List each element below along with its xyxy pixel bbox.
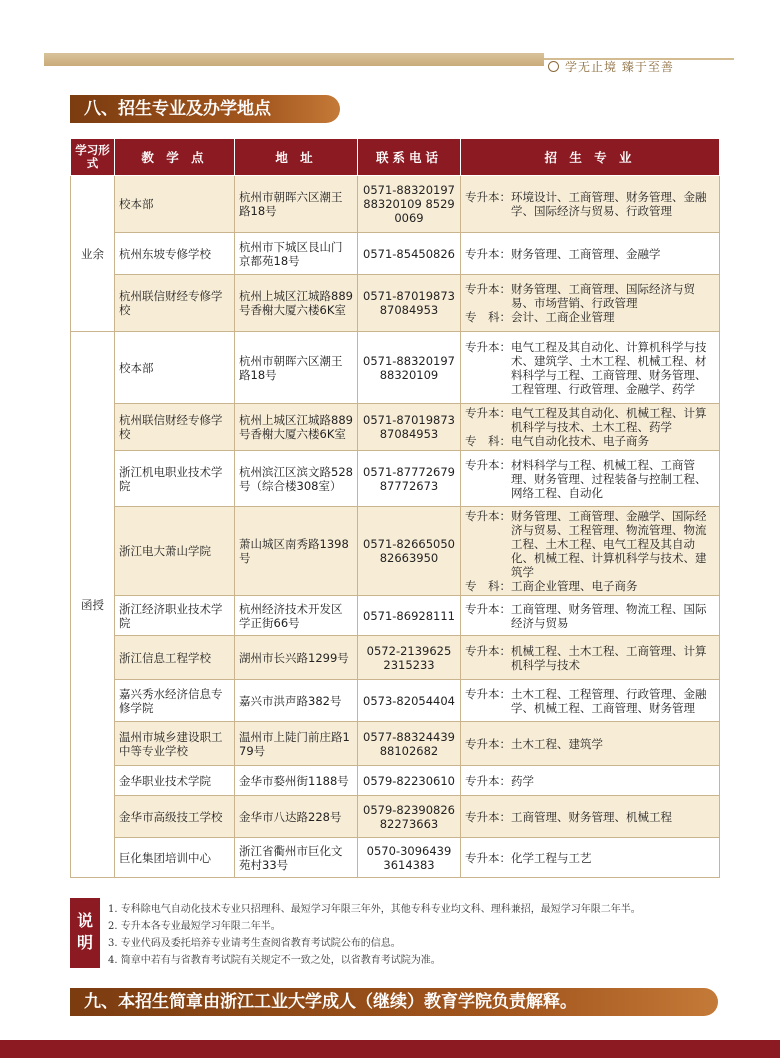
major-level: 专升本： <box>465 809 511 824</box>
address-cell: 金华市八达路228号 <box>235 796 358 838</box>
major-line <box>465 434 715 448</box>
major-list: 土木工程、工程管理、行政管理、金融学、机械工程、工商管理、财务管理 <box>511 686 707 715</box>
phone-cell: 0571-86928111 <box>358 596 461 636</box>
section-8-title: 八、招生专业及办学地点 <box>70 95 340 123</box>
major-level: 专升本： <box>465 457 511 472</box>
site-cell: 巨化集团培训中心 <box>115 838 235 878</box>
major-line <box>465 579 715 593</box>
major-list: 药学 <box>511 773 534 788</box>
major-line <box>465 310 715 324</box>
site-cell: 温州市城乡建设职工中等专业学校 <box>115 722 235 766</box>
site-cell: 金华职业技术学院 <box>115 766 235 796</box>
major-level: 专 科： <box>465 579 511 593</box>
table-row <box>71 838 720 878</box>
major-list: 工商管理、财务管理、机械工程 <box>511 809 672 824</box>
major-level: 专升本： <box>465 246 511 261</box>
site-cell: 杭州联信财经专修学校 <box>115 404 235 451</box>
section-9-title: 九、本招生简章由浙江工业大学成人（继续）教育学院负责解释。 <box>70 988 718 1016</box>
phone-cell: 0573-82054404 <box>358 680 461 722</box>
phone-cell: 0571-82665050 82663950 <box>358 507 461 596</box>
major-list: 财务管理、工商管理、金融学、国际经济与贸易、工程管理、物流管理、物流工程、土木工程、电气工程及其自动化、机械工程、计算机科学与技术、建筑学 <box>511 509 707 579</box>
site-cell: 浙江电大萧山学院 <box>115 507 235 596</box>
site-cell: 校本部 <box>115 176 235 233</box>
major-cell <box>461 404 720 451</box>
major-list: 土木工程、建筑学 <box>511 736 603 751</box>
major-line <box>465 190 715 218</box>
address-cell: 温州市上陡门前庄路179号 <box>235 722 358 766</box>
phone-cell: 0571-88320197 88320109 <box>358 332 461 404</box>
major-level: 专升本： <box>465 339 511 354</box>
major-level: 专升本： <box>465 190 511 204</box>
table-row <box>71 636 720 680</box>
major-level: 专升本： <box>465 406 511 420</box>
address-cell: 萧山城区南秀路1398号 <box>235 507 358 596</box>
major-line <box>465 810 715 824</box>
phone-cell: 0571-85450826 <box>358 233 461 275</box>
header-phone: 联系电话 <box>358 139 461 176</box>
major-cell <box>461 680 720 722</box>
learning-mode-cell: 函授 <box>71 332 115 878</box>
enrollment-table <box>70 138 720 878</box>
header-site: 教 学 点 <box>115 139 235 176</box>
address-cell: 杭州市朝晖六区潮王路18号 <box>235 176 358 233</box>
major-level: 专升本： <box>465 509 511 523</box>
major-list: 化学工程与工艺 <box>511 850 592 865</box>
major-cell <box>461 332 720 404</box>
table-row <box>71 507 720 596</box>
address-cell: 杭州上城区江城路889号香榭大厦六楼6K室 <box>235 404 358 451</box>
major-list: 电气工程及其自动化、计算机科学与技术、建筑学、土木工程、机械工程、材料科学与工程、工商管理、财务管理、工程管理、行政管理、金融学、药学 <box>511 339 707 396</box>
major-level: 专升本： <box>465 850 511 865</box>
major-level: 专升本： <box>465 773 511 788</box>
major-list: 工商管理、财务管理、物流工程、国际经济与贸易 <box>511 601 707 630</box>
address-cell: 杭州滨江区滨文路528号（综合楼308室） <box>235 451 358 507</box>
major-list: 机械工程、土木工程、工商管理、计算机科学与技术 <box>511 643 707 672</box>
table-row <box>71 332 720 404</box>
major-list: 电气自动化技术、电子商务 <box>511 434 649 448</box>
address-cell: 杭州市下城区艮山门京都苑18号 <box>235 233 358 275</box>
major-line <box>465 687 715 715</box>
phone-cell: 0572-2139625 2315233 <box>358 636 461 680</box>
major-cell <box>461 596 720 636</box>
major-cell <box>461 838 720 878</box>
major-line <box>465 247 715 261</box>
phone-cell: 0579-82230610 <box>358 766 461 796</box>
major-list: 财务管理、工商管理、国际经济与贸易、市场营销、行政管理 <box>511 282 695 310</box>
major-cell <box>461 722 720 766</box>
phone-cell: 0579-82390826 82273663 <box>358 796 461 838</box>
site-cell: 嘉兴秀水经济信息专修学院 <box>115 680 235 722</box>
address-cell: 杭州市朝晖六区潮王路18号 <box>235 332 358 404</box>
major-level: 专升本： <box>465 686 511 701</box>
notes-label-text: 说明 <box>77 911 94 952</box>
phone-cell: 0570-3096439 3614383 <box>358 838 461 878</box>
major-line <box>465 851 715 865</box>
footer-bar <box>0 1040 780 1058</box>
major-line <box>465 282 715 310</box>
address-cell: 浙江省衢州市巨化文苑村33号 <box>235 838 358 878</box>
table-row <box>71 404 720 451</box>
table-row <box>71 766 720 796</box>
phone-cell: 0571-88320197 88320109 85290069 <box>358 176 461 233</box>
site-cell: 浙江经济职业技术学院 <box>115 596 235 636</box>
site-cell: 杭州东坡专修学校 <box>115 233 235 275</box>
header-mode: 学习形式 <box>71 139 115 176</box>
phone-cell: 0571-87019873 87084953 <box>358 275 461 332</box>
major-cell <box>461 766 720 796</box>
header-address: 地 址 <box>235 139 358 176</box>
major-line <box>465 340 715 396</box>
major-level: 专升本： <box>465 282 511 296</box>
major-level: 专升本： <box>465 643 511 658</box>
table-row <box>71 176 720 233</box>
table-row <box>71 451 720 507</box>
table-row <box>71 275 720 332</box>
site-cell: 浙江信息工程学校 <box>115 636 235 680</box>
phone-cell: 0571-87772679 87772673 <box>358 451 461 507</box>
major-cell <box>461 275 720 332</box>
major-level: 专升本： <box>465 736 511 751</box>
site-cell: 浙江机电职业技术学院 <box>115 451 235 507</box>
major-line <box>465 458 715 500</box>
site-cell: 校本部 <box>115 332 235 404</box>
note-item: 3. 专业代码及委托培养专业请考生查阅省教育考试院公布的信息。 <box>108 938 401 949</box>
site-cell: 杭州联信财经专修学校 <box>115 275 235 332</box>
table-row <box>71 680 720 722</box>
table-row <box>71 233 720 275</box>
note-item: 2. 专升本各专业最短学习年限二年半。 <box>108 921 281 932</box>
table-body <box>71 176 720 878</box>
major-list: 材料科学与工程、机械工程、工商管理、财务管理、过程装备与控制工程、网络工程、自动化 <box>511 457 707 500</box>
major-cell <box>461 507 720 596</box>
major-list: 环境设计、工商管理、财务管理、金融学、国际经济与贸易、行政管理 <box>511 190 707 218</box>
phone-cell: 0577-88324439 88102682 <box>358 722 461 766</box>
major-line <box>465 406 715 434</box>
notes-list <box>108 901 641 969</box>
site-cell: 金华市高级技工学校 <box>115 796 235 838</box>
major-list: 财务管理、工商管理、金融学 <box>511 246 661 261</box>
major-line <box>465 644 715 672</box>
table-row <box>71 722 720 766</box>
major-level: 专升本： <box>465 601 511 616</box>
motto <box>548 58 674 75</box>
learning-mode-cell: 业余 <box>71 176 115 332</box>
major-cell <box>461 796 720 838</box>
header-decor-bar <box>44 53 544 66</box>
address-cell: 嘉兴市洪声路382号 <box>235 680 358 722</box>
address-cell: 杭州上城区江城路889号香榭大厦六楼6K室 <box>235 275 358 332</box>
major-list: 电气工程及其自动化、机械工程、计算机科学与技术、土木工程、药学 <box>511 406 707 434</box>
major-level: 专 科： <box>465 310 511 324</box>
address-cell: 湖州市长兴路1299号 <box>235 636 358 680</box>
major-cell <box>461 233 720 275</box>
major-level: 专 科： <box>465 434 511 448</box>
address-cell: 杭州经济技术开发区学正街66号 <box>235 596 358 636</box>
table-row <box>71 796 720 838</box>
major-line <box>465 602 715 630</box>
note-item: 1. 专科除电气自动化技术专业只招理科、最短学习年限三年外，其他专科专业均文科、理科兼招，最短学习年限二年半。 <box>108 904 641 915</box>
notes-label <box>70 898 100 968</box>
note-item: 4. 简章中若有与省教育考试院有关规定不一致之处，以省教育考试院为准。 <box>108 955 441 966</box>
major-list: 会计、工商企业管理 <box>511 310 615 324</box>
phone-cell: 0571-87019873 87084953 <box>358 404 461 451</box>
motto-text: 学无止境 臻于至善 <box>565 60 674 74</box>
table-row <box>71 596 720 636</box>
header-major: 招 生 专 业 <box>461 139 720 176</box>
circle-icon <box>548 61 559 72</box>
major-line <box>465 774 715 788</box>
major-line <box>465 509 715 579</box>
major-line <box>465 737 715 751</box>
major-cell <box>461 176 720 233</box>
major-list: 工商企业管理、电子商务 <box>511 579 638 593</box>
table-header-row <box>71 139 720 176</box>
address-cell: 金华市婺州街1188号 <box>235 766 358 796</box>
major-cell <box>461 636 720 680</box>
major-cell <box>461 451 720 507</box>
